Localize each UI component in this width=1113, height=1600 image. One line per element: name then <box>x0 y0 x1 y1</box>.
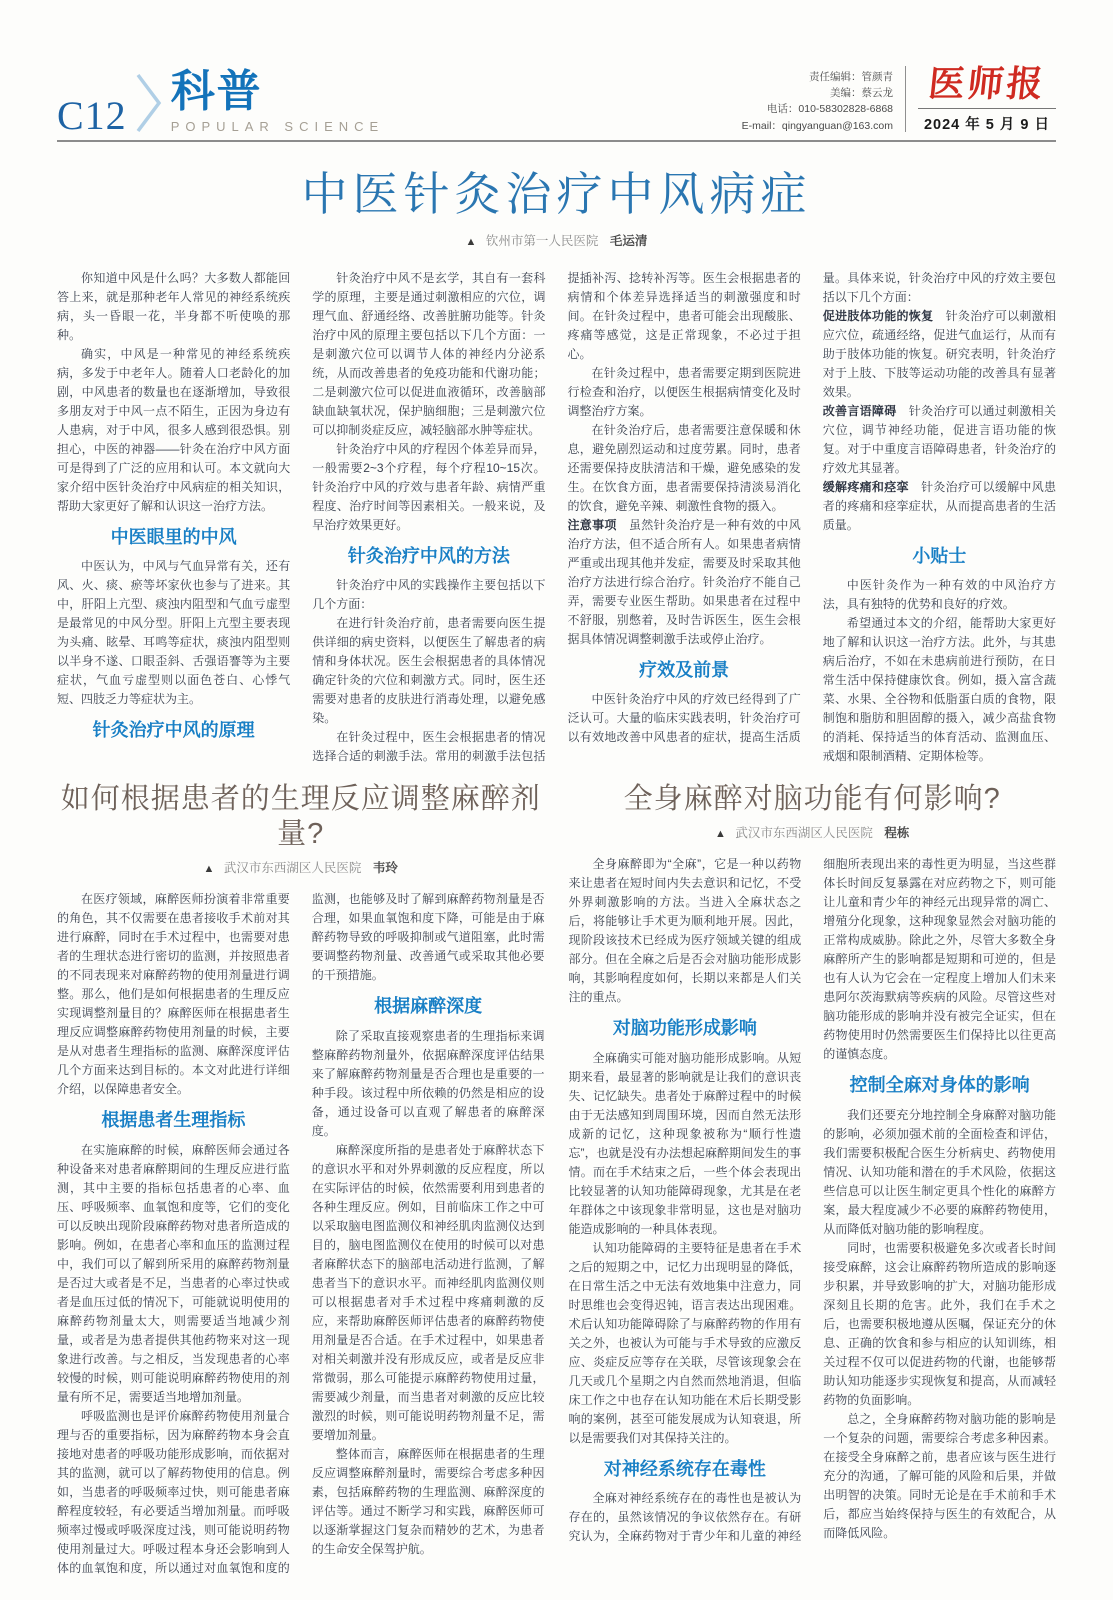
paragraph: 在针灸过程中，医生会根据患者的情况选择合适的刺激手法。常用的刺激手法包括提插补泻、捻转补泻等。医生会根据患者的病情和个体差异选择适当的刺激强度和时间。在针灸过程中，患者可能会出现酸胀、疼痛等感觉，这是正常现象，不必过于担心。 <box>312 270 801 764</box>
section-heading: 根据麻醉深度 <box>374 996 483 1017</box>
paragraph: 缓解疼痛和痉挛 针灸治疗可以缓解中风患者的疼痛和痉挛症状，从而提高患者的生活质量。 <box>822 479 1056 532</box>
masthead-logo: 医师报 <box>926 64 1048 105</box>
paragraph: 在进行针灸治疗前，患者需要向医生提供详细的病史资料，以便医生了解患者的病情和身体状况。医生会根据患者的具体情况确定针灸的穴位和刺激方式。同时，医生还需要对患者的皮肤进行消毒处理，以避免感染。 <box>312 616 546 726</box>
section-heading: 对脑功能形成影响 <box>612 1018 757 1039</box>
article-body <box>569 855 1057 1546</box>
bottom-articles-row <box>57 782 1056 1577</box>
author-marker-icon: ▲ <box>465 235 477 248</box>
masthead <box>906 66 1056 134</box>
paragraph: 在医疗领域，麻醉医师扮演着非常重要的角色，其不仅需要在患者接收手术前对其进行麻醉，同时在手术过程中，也需要对患者的生理状态进行密切的监测，并按照患者的不同表现来对麻醉药物的使用剂量进行调整。那么，他们是如何根据患者的生理反应实现调整剂量目的？麻醉医师在根据患者生理反应调整麻醉药物使用剂量的时候，主要是从对患者生理指标的监测、麻醉深度评估几个方面来达到目标的。本文对此进行详细介绍，以保障患者安全。 <box>57 892 290 1097</box>
section-heading: 对神经系统存在毒性 <box>603 1458 766 1479</box>
paragraph-lead: 注意事项 <box>567 517 629 532</box>
author-marker-icon: ▲ <box>203 863 215 876</box>
masthead-block <box>742 66 1056 134</box>
paragraph: 中医针灸治疗中风的疗效已经得到了广泛认可。大量的临床实践表明，针灸治疗可以有效地改善中风患者的症状，提高生活质量。具体来说，针灸治疗中风的疗效主要包括以下几个方面： <box>567 270 1056 745</box>
paragraph: 针灸治疗中风的疗程因个体差异而异，一般需要2~3个疗程，每个疗程10~15次。针灸治疗中风的疗效与患者年龄、病情严重程度、治疗时间等因素相关。一般来说，及早治疗效果更好。 <box>312 441 546 532</box>
issue-date: 2024 年 5 月 9 日 <box>918 108 1056 134</box>
article-title: 中医针灸治疗中风病症 <box>301 168 812 220</box>
byline <box>57 858 545 876</box>
author-marker-icon: ▲ <box>715 828 726 841</box>
author-affiliation: 武汉市东西湖区人民医院 <box>735 826 873 841</box>
article-title: 如何根据患者的生理反应调整麻醉剂量? <box>60 783 541 851</box>
section-heading: 小贴士 <box>912 545 967 566</box>
paragraph: 总之，全身麻醉药物对脑功能的影响是一个复杂的问题，需要综合考虑多种因素。在接受全身麻醉之前，患者应该与医生进行充分的沟通，了解可能的风险和后果，并做出明智的决策。同时无论是在手术前和手术后，都应当始终保持与医生的有效配合，从而降低风险。 <box>823 1411 1056 1540</box>
paragraph: 改善言语障碍 针灸治疗可以通过刺激相关穴位，调节神经功能，促进言语功能的恢复。对于中重度言语障碍患者，针灸治疗的疗效尤其显著。 <box>822 403 1056 475</box>
section-heading: 控制全麻对身体的影响 <box>849 1075 1030 1096</box>
paragraph: 确实，中风是一种常见的神经系统疾病，多发于中老年人。随着人口老龄化的加剧，中风患者的数量也在逐渐增加，导致很多朋友对于中风一点不陌生，正因为身边有人患病，对于中风，很多人感到很恐惧。别担心，中医的神器——针灸在治疗中风方面可是得到了广泛的应用和认可。本文就向大家介绍中医针灸治疗中风病症的相关知识，帮助大家更好了解和认识这一治疗方法。 <box>57 346 291 513</box>
paragraph: 希望通过本文的介绍，能帮助大家更好地了解和认识这一治疗方法。此外，与其患病后治疗，不如在未患病前进行预防，在日常生活中保持健康饮食。例如，摄入富含蔬菜、水果、全谷物和低脂蛋白质的食物，限制饱和脂肪和胆固醇的摄入，减少高盐食物的消耗、保持适当的体育活动、监测血压、戒烟和限制酒精、定期体检等。 <box>822 616 1056 764</box>
section-heading: 中医眼里的中风 <box>110 526 237 547</box>
paragraph: 整体而言，麻醉医师在根据患者的生理反应调整麻醉剂量时，需要综合考虑多种因素，包括麻醉药物的生理监测、麻醉深度的评估等。通过不断学习和实践，麻醉医师可以逐渐掌握这门复杂而精妙的艺术，为患者的生命安全保驾护航。 <box>311 1446 545 1556</box>
section-banner <box>57 67 385 138</box>
paragraph: 全身麻醉即为“全麻”，它是一种以药物来让患者在短时间内失去意识和记忆，不受外界刺激影响的方法。当进入全麻状态之后，将能够让手术更为顺利地开展。因此，现阶段该技术已经成为医疗领域关键的组成部分。但在全麻之后是否会对脑功能形成影响，其影响程度如何，长期以来都是人们关注的重点。 <box>568 857 802 1005</box>
section-title-block <box>170 67 385 134</box>
paragraph: 认知功能障碍的主要特征是患者在手术之后的短期之中，记忆力出现明显的降低，在日常生活之中无法有效地集中注意力，同时思维也会变得迟钝，语言表达出现困难。术后认知功能障碍除了与麻醉药物的作用有关之外，也被认为可能与手术导致的应激反应、炎症反应等存在关联，尽管该现象会在几天或几个星期之内自然而然地消退，但临床工作之中也存在认知功能在术后长期受影响的案例，甚至可能发展成为认知衰退，所以是需要我们对其保持关注的。 <box>568 1240 802 1445</box>
paragraph: 注意事项 虽然针灸治疗是一种有效的中风治疗方法，但不适合所有人。如果患者病情严重或出现其他并发症，需要及时采取其他治疗方法进行综合治疗。针灸治疗不能自己弄，需要专业医生帮助。如果患者在过程中不舒服，别憋着，及时告诉医生，医生会根据具体情况调整刺激手法或停止治疗。 <box>567 517 801 646</box>
paragraph: 你知道中风是什么吗？大多数人都能回答上来，就是那种老年人常见的神经系统疾病，头一昏眼一花，半身都不听使唤的那种。 <box>57 270 291 342</box>
article-body <box>57 890 545 1578</box>
paragraph: 中医针灸作为一种有效的中风治疗方法，具有独特的优势和良好的疗效。 <box>822 578 1056 612</box>
paragraph: 全麻对神经系统存在的毒性也是被认为存在的，虽然该情况的争议依然存在。有研究认为，全麻药物对于青少年和儿童的神经细胞所表现出来的毒性更为明显，当这些群体长时间反复暴露在对应药物之下，则可能让儿童和青少年的神经元出现异常的凋亡、增殖分化现象，这种现象显然会对脑功能的正常构成威胁。除此之外，尽管大多数全身麻醉所产生的影响都是短期和可逆的，但是也有人认为它会在一定程度上增加人们未来患阿尔茨海默病等疾病的风险。尽管这些对脑功能形成的影响并没有被完全证实，但在药物使用时仍然需要医生们保持比以往更高的谨慎态度。 <box>568 857 1056 1544</box>
byline <box>57 231 1056 249</box>
paragraph: 在针灸过程中，患者需要定期到医院进行检查和治疗，以便医生根据病情变化及时调整治疗方案。 <box>567 365 801 418</box>
section-heading: 针灸治疗中风的原理 <box>92 720 255 741</box>
article-general-anesthesia-brain <box>569 782 1057 1577</box>
section-heading: 疗效及前景 <box>639 659 730 680</box>
editorial-info <box>742 69 905 134</box>
paragraph-lead: 促进肢体功能的恢复 <box>822 308 946 323</box>
page-header <box>57 54 1056 138</box>
author-name: 韦玲 <box>372 861 398 876</box>
section-heading: 针灸治疗中风的方法 <box>347 545 510 566</box>
section-chevron-icon <box>135 72 163 134</box>
paragraph: 除了采取直接观察患者的生理指标来调整麻醉药物剂量外，依据麻醉深度评估结果来了解麻醉药物剂量是否合理也是重要的一种手段。该过程中所依赖的仍然是相应的设备，通过设备可以直观了解患者的麻醉深度。 <box>311 1028 545 1138</box>
section-heading: 根据患者生理指标 <box>101 1110 246 1131</box>
header-rule <box>57 140 1056 142</box>
paragraph: 中医认为，中风与气血异常有关，还有风、火、痰、瘀等坏家伙也参与了进来。其中，肝阳上亢型、痰浊内阻型和气血亏虚型是最常见的中风分型。肝阳上亢型主要表现为头痛、眩晕、耳鸣等症状，痰浊内阻型则以半身不遂、口眼歪斜、舌强语謇等为主要症状，气血亏虚型则以面色苍白、心悸气短、四肢乏力等症状为主。 <box>57 559 291 707</box>
author-name: 毛运清 <box>609 233 648 248</box>
paragraph-lead: 缓解疼痛和痉挛 <box>822 479 922 494</box>
section-title-en: POPULAR SCIENCE <box>170 119 385 134</box>
editor-line: 责任编辑：管颜青 <box>809 70 893 83</box>
paragraph: 同时，也需要积极避免多次或者长时间接受麻醉，这会让麻醉药物所造成的影响逐步积累，并导致影响的扩大，对脑功能形成深刻且长期的危害。此外，我们在手术之后，也需要积极地遵从医嘱，保证充分的休息、正确的饮食和参与相应的认知训练，相关过程不仅可以促进药物的代谢，也能够帮助认知功能逐步实现恢复和提高，从而减轻药物的负面影响。 <box>823 1240 1056 1407</box>
paragraph: 我们还要充分地控制全身麻醉对脑功能的影响，必须加强术前的全面检查和评估，我们需要积极配合医生分析病史、药物使用情况、认知功能和潜在的手术风险，依据这些信息可以让医生制定更具个性化的麻醉方案，最大程度减少不必要的麻醉药物使用，从而降低对脑功能的影响程度。 <box>823 1107 1056 1236</box>
byline <box>569 823 1057 841</box>
paragraph: 在针灸治疗后，患者需要注意保暖和休息，避免剧烈运动和过度劳累。同时，患者还需要保持皮肤清洁和干燥，避免感染的发生。在饮食方面，患者需要保持清淡易消化的饮食，避免辛辣、刺激性食物的摄入。 <box>567 422 801 513</box>
email-line: E-mail：qingyanguan@163.com <box>741 119 893 132</box>
author-affiliation: 武汉市东西湖区人民医院 <box>223 861 362 876</box>
paragraph-lead: 改善言语障碍 <box>822 403 909 418</box>
author-affiliation: 钦州市第一人民医院 <box>485 233 599 248</box>
article-acupuncture-stroke <box>57 168 1056 766</box>
paragraph: 呼吸监测也是评价麻醉药物使用剂量合理与否的重要指标，因为麻醉药物本身会直接地对患者的呼吸功能形成影响，而依据对其的监测，就可以了解药物使用的信息。例如，当患者的呼吸频率过快，则可能患者麻醉程度较轻，有必要适当增加剂量。而呼吸频率过慢或呼吸深度过浅，则可能说明药物使用剂量过大。呼吸过程本身还会影响到人体的血氧饱和度，所以通过对血氧饱和度的监测，也能够及时了解到麻醉药物剂量是否合理，如果血氧饱和度下降，可能是由于麻醉药物导致的呼吸抑制或气道阻塞，此时需要调整药物剂量、改善通气或采取其他必要的干预措施。 <box>57 892 545 1575</box>
paragraph: 麻醉深度所指的是患者处于麻醉状态下的意识水平和对外界刺激的反应程度，所以在实际评估的时候，依然需要利用到患者的各种生理反应。例如，目前临床工作之中可以采取脑电图监测仪和神经肌肉监测仪达到目的，脑电图监测仪在使用的时候可以对患者麻醉状态下的脑部电活动进行监测，了解患者当下的意识水平。而神经肌肉监测仪则可以根据患者对手术过程中疼痛刺激的反应，来帮助麻醉医师评估患者的麻醉药物使用剂量是否合适。在手术过程中，如果患者对相关刺激并没有形成反应，或者是反应非常微弱，那么可能提示麻醉药物使用过量，需要减少剂量，而当患者对刺激的反应比较激烈的时候，则可能说明药物剂量不足，需要增加剂量。 <box>311 1142 545 1442</box>
page-number: C12 <box>57 93 127 138</box>
section-title-cn: 科普 <box>170 67 263 117</box>
editor-line: 美编：蔡云龙 <box>830 87 893 100</box>
article-anesthesia-dosage <box>57 782 545 1577</box>
paragraph: 在实施麻醉的时候，麻醉医师会通过各种设备来对患者麻醉期间的生理反应进行监测，其中主要的指标包括患者的心率、血压、呼吸频率、血氧饱和度等，它们的变化可以反映出现阶段麻醉药物对患者所造成的影响。例如，在患者心率和血压的监测过程中，我们可以了解到所采用的麻醉药物剂量是否过大或者是不足，当患者的心率过快或者是血压过低的情况下，可能就说明使用的麻醉药物剂量太大，则需要适当地减少剂量，或者是为患者提供其他药物来对这一现象进行改善。与之相反，当发现患者的心率较慢的时候，则可能说明麻醉药物使用的剂量有所不足，需要适当地增加剂量。 <box>57 1142 290 1404</box>
paragraph: 针灸治疗中风不是玄学，其自有一套科学的原理，主要是通过刺激相应的穴位，调理气血、舒通经络、改善脏腑功能等。针灸治疗中风的原理主要包括以下几个方面：一是刺激穴位可以调节人体的神经内分泌系统，从而改善患者的免疫功能和代谢功能；二是刺激穴位可以促进血液循环，改善脑部缺血缺氧状况，保护脑细胞；三是刺激穴位可以抑制炎症反应，减轻脑部水肿等症状。 <box>312 270 546 437</box>
paragraph: 促进肢体功能的恢复 针灸治疗可以刺激相应穴位，疏通经络，促进气血运行，从而有助于肢体功能的恢复。研究表明，针灸治疗对于上肢、下肢等运动功能的改善具有显著效果。 <box>822 308 1056 399</box>
article-body <box>57 269 1056 767</box>
paragraph: 全麻确实可能对脑功能形成影响。从短期来看，最显著的影响就是让我们的意识丧失、记忆缺失。患者处于麻醉过程中的时候由于无法感知到周围环境，因而自然无法形成新的记忆，这种现象被称为“顺行性遗忘”，也就是没有办法想起麻醉期间发生的事情。而在手术结束之后，一些个体会表现出比较显著的认知功能障碍现象，尤其是在老年群体之中该现象非常明显，这也是对脑功能造成影响的一种具体表现。 <box>568 1050 802 1236</box>
author-name: 程栋 <box>884 826 910 841</box>
paragraph: 针灸治疗中风的实践操作主要包括以下几个方面： <box>312 578 546 612</box>
phone-line: 电话：010-58302828-6868 <box>766 103 893 116</box>
page-content <box>57 168 1056 1578</box>
article-title: 全身麻醉对脑功能有何影响? <box>623 783 1001 816</box>
